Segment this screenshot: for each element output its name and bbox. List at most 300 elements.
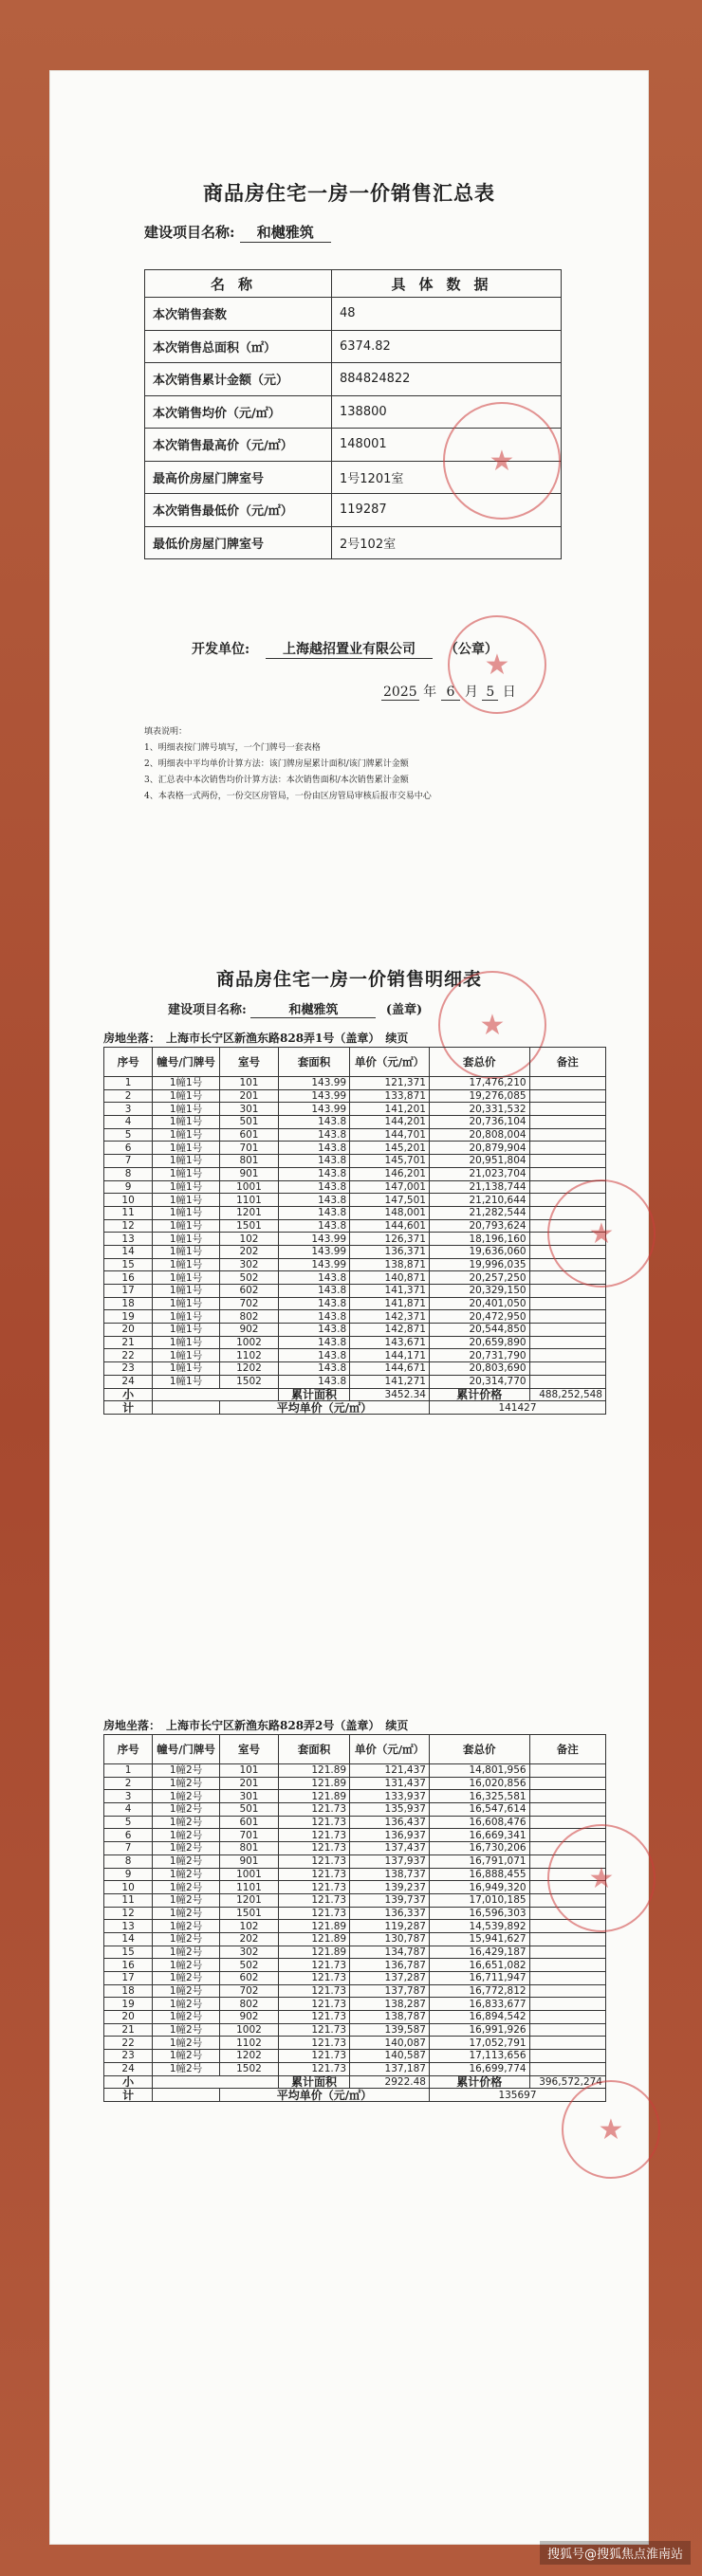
detail-cell: 1幢1号 — [153, 1375, 220, 1388]
summary-row — [145, 330, 562, 363]
detail-row — [104, 2050, 606, 2063]
date-month: 6 — [441, 685, 461, 701]
detail-remark-cell — [529, 1998, 605, 2011]
detail-cell: 1幢1号 — [153, 1336, 220, 1349]
detail-cell: 121.89 — [279, 1764, 350, 1778]
detail-cell: 121.73 — [279, 2037, 350, 2050]
detail-row — [104, 1285, 606, 1298]
detail-cell: 133,937 — [350, 1790, 430, 1803]
detail-cell: 121.73 — [279, 1959, 350, 1972]
summary-row-label: 本次销售均价（元/㎡） — [145, 395, 332, 429]
detail-cell: 1幢1号 — [153, 1116, 220, 1129]
detail-cell: 901 — [219, 1167, 278, 1180]
summary-row-value: 2号102室 — [332, 526, 562, 559]
detail-cell: 1 — [104, 1077, 153, 1090]
detail-cell: 16,894,542 — [429, 2011, 529, 2024]
detail-cell: 802 — [219, 1998, 278, 2011]
detail-remark-cell — [529, 1324, 605, 1337]
detail-cell: 2 — [104, 1089, 153, 1103]
detail-cell: 20,329,150 — [429, 1285, 529, 1298]
detail-cell: 144,601 — [350, 1219, 430, 1233]
detail-cell: 1001 — [219, 1868, 278, 1881]
detail-row — [104, 1375, 606, 1388]
detail-cell: 1幢1号 — [153, 1297, 220, 1310]
detail-cell: 1幢1号 — [153, 1233, 220, 1246]
detail-cell: 20,951,804 — [429, 1155, 529, 1168]
note-line: 1、明细表按门牌号填写，一个门牌号一套表格 — [144, 743, 321, 753]
detail-remark-cell — [529, 1128, 605, 1142]
detail-cell: 143.99 — [279, 1103, 350, 1116]
detail-remark-cell — [529, 1336, 605, 1349]
detail-cell: 17,476,210 — [429, 1077, 529, 1090]
detail-row — [104, 1932, 606, 1946]
detail-header-row — [104, 1048, 606, 1077]
detail-cell: 10 — [104, 1881, 153, 1894]
detail-cell: 143.99 — [279, 1077, 350, 1090]
date-year: 2025 — [383, 685, 417, 700]
detail-cell: 143.8 — [279, 1349, 350, 1362]
average-row — [104, 1401, 606, 1415]
detail-cell: 502 — [219, 1271, 278, 1285]
detail-remark-cell — [529, 1310, 605, 1324]
price-total-value: 396,572,274 — [529, 2075, 605, 2089]
detail-cell: 137,287 — [350, 1972, 430, 1985]
detail-cell: 121.89 — [279, 1777, 350, 1790]
average-price-label: 平均单价（元/㎡） — [219, 1401, 429, 1415]
area-total-value: 2922.48 — [350, 2075, 430, 2089]
detail-cell: 138,787 — [350, 2011, 430, 2024]
detail-cell: 14,801,956 — [429, 1764, 529, 1778]
price-total-value: 488,252,548 — [529, 1388, 605, 1401]
detail-cell: 1幢2号 — [153, 1972, 220, 1985]
detail-row — [104, 1881, 606, 1894]
detail-cell: 19,276,085 — [429, 1089, 529, 1103]
detail-cell: 121,437 — [350, 1764, 430, 1778]
detail-column-header: 备注 — [529, 1048, 605, 1077]
summary-row — [145, 298, 562, 331]
detail-cell: 144,701 — [350, 1128, 430, 1142]
detail-cell: 1201 — [219, 1206, 278, 1219]
subtotal-row — [104, 2075, 606, 2089]
detail-row — [104, 1907, 606, 1920]
detail-cell: 143.8 — [279, 1155, 350, 1168]
detail-row — [104, 1777, 606, 1790]
detail-column-header: 套总价 — [429, 1735, 529, 1764]
detail-row — [104, 1959, 606, 1972]
detail-row — [104, 1142, 606, 1155]
date-day-unit: 日 — [502, 685, 516, 700]
official-seal-stamp: ★ — [443, 402, 561, 520]
detail-remark-cell — [529, 1790, 605, 1803]
detail-cell: 133,871 — [350, 1089, 430, 1103]
detail-cell: 144,671 — [350, 1362, 430, 1376]
detail-cell: 20,879,904 — [429, 1142, 529, 1155]
detail-cell: 7 — [104, 1842, 153, 1855]
detail-row — [104, 1194, 606, 1207]
detail-cell: 121.89 — [279, 1920, 350, 1933]
detail-cell: 801 — [219, 1155, 278, 1168]
detail-row — [104, 2037, 606, 2050]
summary-row-value: 6374.82 — [332, 330, 562, 363]
section-1-address: 房地坐落： 上海市长宁区新渔东路828弄1号（盖章） 续页 — [103, 1032, 409, 1045]
detail-cell: 1幢2号 — [153, 2023, 220, 2037]
detail-cell: 4 — [104, 1116, 153, 1129]
detail-cell: 121.73 — [279, 2062, 350, 2075]
summary-row-label: 本次销售套数 — [145, 298, 332, 331]
detail-cell: 1幢1号 — [153, 1142, 220, 1155]
detail-cell: 121.73 — [279, 2050, 350, 2063]
detail-cell: 14,539,892 — [429, 1920, 529, 1933]
detail-cell: 3 — [104, 1790, 153, 1803]
signature-date — [381, 682, 516, 701]
summary-row-label: 本次销售最低价（元/㎡） — [145, 494, 332, 527]
summary-row-label: 本次销售最高价（元/㎡） — [145, 429, 332, 462]
detail-cell: 137,937 — [350, 1854, 430, 1868]
detail-cell: 11 — [104, 1893, 153, 1907]
detail-remark-cell — [529, 1077, 605, 1090]
detail-remark-cell — [529, 2037, 605, 2050]
detail-table-1 — [103, 1047, 606, 1415]
detail-cell: 1 — [104, 1764, 153, 1778]
summary-title: 商品房住宅一房一价销售汇总表 — [203, 181, 495, 205]
detail-cell: 1幢1号 — [153, 1258, 220, 1271]
detail-cell: 15,941,627 — [429, 1932, 529, 1946]
detail-cell: 23 — [104, 2050, 153, 2063]
average-price-value: 135697 — [429, 2089, 605, 2102]
detail-seal-stamp: ★ — [438, 971, 546, 1079]
detail-remark-cell — [529, 1932, 605, 1946]
detail-remark-cell — [529, 1777, 605, 1790]
document-sheet — [49, 70, 649, 2545]
detail-cell: 1幢1号 — [153, 1128, 220, 1142]
detail-cell: 121.73 — [279, 2023, 350, 2037]
detail-row — [104, 2011, 606, 2024]
detail-cell: 20,331,532 — [429, 1103, 529, 1116]
detail-cell: 602 — [219, 1285, 278, 1298]
detail-cell: 121.73 — [279, 2011, 350, 2024]
detail-column-header: 单价（元/㎡） — [350, 1048, 430, 1077]
detail-cell: 1幢2号 — [153, 1854, 220, 1868]
detail-row — [104, 1920, 606, 1933]
detail-cell: 139,237 — [350, 1881, 430, 1894]
detail-cell: 1幢2号 — [153, 2011, 220, 2024]
detail-column-header: 套面积 — [279, 1048, 350, 1077]
detail-cell: 1002 — [219, 2023, 278, 2037]
detail-cell: 1幢2号 — [153, 1829, 220, 1842]
detail-cell: 302 — [219, 1258, 278, 1271]
detail-cell: 1幢2号 — [153, 2050, 220, 2063]
detail-cell: 18 — [104, 1984, 153, 1998]
detail-cell: 16,020,856 — [429, 1777, 529, 1790]
detail-remark-cell — [529, 1167, 605, 1180]
detail-cell: 16,791,071 — [429, 1854, 529, 1868]
note-line: 4、本表格一式两份，一份交区房管局，一份由区房管局审核后报市交易中心 — [144, 792, 432, 801]
detail-row — [104, 1790, 606, 1803]
detail-cell: 141,871 — [350, 1297, 430, 1310]
summary-row-value: 48 — [332, 298, 562, 331]
detail-cell: 15 — [104, 1258, 153, 1271]
detail-cell: 1幢1号 — [153, 1180, 220, 1194]
detail-cell: 1幢2号 — [153, 1803, 220, 1817]
detail-row — [104, 1128, 606, 1142]
detail-cell: 21,138,744 — [429, 1180, 529, 1194]
date-year-unit: 年 — [423, 685, 437, 700]
detail-cell: 121.73 — [279, 1803, 350, 1817]
detail-row — [104, 1349, 606, 1362]
detail-column-header: 套面积 — [279, 1735, 350, 1764]
detail-cell: 17,113,656 — [429, 2050, 529, 2063]
detail-cell: 1001 — [219, 1180, 278, 1194]
detail-row — [104, 1245, 606, 1258]
summary-project-label: 建设项目名称: — [144, 224, 235, 241]
detail-cell: 101 — [219, 1764, 278, 1778]
detail-cell: 146,201 — [350, 1167, 430, 1180]
detail-seal-note: (盖章) — [385, 1003, 423, 1017]
detail-cell: 20,736,104 — [429, 1116, 529, 1129]
developer-name: 上海越招置业有限公司 — [266, 639, 433, 659]
detail-row — [104, 1946, 606, 1959]
detail-remark-cell — [529, 1984, 605, 1998]
detail-cell: 601 — [219, 1816, 278, 1829]
detail-cell: 16,833,677 — [429, 1998, 529, 2011]
detail-cell: 1幢1号 — [153, 1285, 220, 1298]
detail-cell: 1501 — [219, 1907, 278, 1920]
detail-cell: 20,257,250 — [429, 1271, 529, 1285]
detail-cell: 16,651,082 — [429, 1959, 529, 1972]
detail-column-header: 室号 — [219, 1048, 278, 1077]
detail-remark-cell — [529, 1349, 605, 1362]
detail-cell: 901 — [219, 1854, 278, 1868]
detail-cell: 119,287 — [350, 1920, 430, 1933]
detail-row — [104, 1297, 606, 1310]
detail-cell: 702 — [219, 1984, 278, 1998]
detail-row — [104, 1984, 606, 1998]
summary-row-value: 138800 — [332, 395, 562, 429]
detail-cell: 1幢1号 — [153, 1245, 220, 1258]
detail-cell: 143.8 — [279, 1167, 350, 1180]
detail-row — [104, 1803, 606, 1817]
developer-seal-note: （公章） — [444, 642, 498, 657]
detail-cell: 1幢2号 — [153, 1984, 220, 1998]
detail-cell: 801 — [219, 1842, 278, 1855]
detail-cell: 136,437 — [350, 1816, 430, 1829]
detail-cell: 16,596,303 — [429, 1907, 529, 1920]
detail-project-line — [168, 999, 422, 1018]
detail-cell: 11 — [104, 1206, 153, 1219]
detail-cell: 701 — [219, 1829, 278, 1842]
detail-cell: 143.8 — [279, 1336, 350, 1349]
detail-header-row — [104, 1735, 606, 1764]
detail-cell: 20,401,050 — [429, 1297, 529, 1310]
detail-cell: 148,001 — [350, 1206, 430, 1219]
detail-cell: 902 — [219, 1324, 278, 1337]
detail-cell: 1幢2号 — [153, 1881, 220, 1894]
detail-cell: 1幢2号 — [153, 1868, 220, 1881]
detail-cell: 143.99 — [279, 1258, 350, 1271]
detail-column-header: 幢号/门牌号 — [153, 1048, 220, 1077]
detail-cell: 121.73 — [279, 1972, 350, 1985]
detail-cell: 143.8 — [279, 1375, 350, 1388]
summary-row-label: 最高价房屋门牌室号 — [145, 461, 332, 494]
detail-cell: 502 — [219, 1959, 278, 1972]
summary-project-name: 和樾雅筑 — [240, 222, 331, 243]
detail-cell: 147,501 — [350, 1194, 430, 1207]
summary-header-data: 具体数据 — [332, 270, 562, 298]
detail-cell: 143.8 — [279, 1194, 350, 1207]
detail-cell: 1202 — [219, 1362, 278, 1376]
detail-cell: 145,201 — [350, 1142, 430, 1155]
detail-cell: 20,472,950 — [429, 1310, 529, 1324]
detail-cell: 1幢2号 — [153, 2062, 220, 2075]
watermark-text: 搜狐号@搜狐焦点淮南站 — [540, 2541, 691, 2565]
detail-cell: 19,996,035 — [429, 1258, 529, 1271]
detail-remark-cell — [529, 1155, 605, 1168]
detail-project-label: 建设项目名称: — [168, 1003, 247, 1017]
detail-cell: 5 — [104, 1816, 153, 1829]
detail-cell: 126,371 — [350, 1233, 430, 1246]
detail-row — [104, 1816, 606, 1829]
average-price-label: 平均单价（元/㎡） — [219, 2089, 429, 2102]
detail-cell: 1502 — [219, 2062, 278, 2075]
detail-row — [104, 1868, 606, 1881]
detail-cell: 144,171 — [350, 1349, 430, 1362]
detail-cell: 301 — [219, 1103, 278, 1116]
detail-row — [104, 1854, 606, 1868]
detail-cell: 1102 — [219, 1349, 278, 1362]
detail-cell: 121.73 — [279, 1881, 350, 1894]
detail-cell: 136,787 — [350, 1959, 430, 1972]
detail-cell: 102 — [219, 1920, 278, 1933]
detail-row — [104, 1206, 606, 1219]
detail-row — [104, 1310, 606, 1324]
detail-cell: 145,701 — [350, 1155, 430, 1168]
detail-column-header: 单价（元/㎡） — [350, 1735, 430, 1764]
detail-row — [104, 1103, 606, 1116]
note-line: 3、汇总表中本次销售均价计算方法：本次销售面积/本次销售累计金额 — [144, 776, 409, 785]
summary-row-value: 148001 — [332, 429, 562, 462]
detail-cell: 17,052,791 — [429, 2037, 529, 2050]
detail-row — [104, 1258, 606, 1271]
summary-row-label: 本次销售累计金额（元） — [145, 363, 332, 396]
detail-title: 商品房住宅一房一价销售明细表 — [215, 969, 482, 990]
detail-column-header: 序号 — [104, 1048, 153, 1077]
detail-row — [104, 1167, 606, 1180]
detail-cell: 1幢1号 — [153, 1077, 220, 1090]
detail-cell: 1102 — [219, 2037, 278, 2050]
detail-cell: 6 — [104, 1829, 153, 1842]
detail-cell: 1幢1号 — [153, 1324, 220, 1337]
detail-cell: 1幢2号 — [153, 1816, 220, 1829]
detail-cell: 1502 — [219, 1375, 278, 1388]
detail-cell: 9 — [104, 1868, 153, 1881]
detail-cell: 16 — [104, 1959, 153, 1972]
detail-cell: 19 — [104, 1998, 153, 2011]
summary-row-value: 119287 — [332, 494, 562, 527]
detail-row — [104, 1998, 606, 2011]
detail-cell: 602 — [219, 1972, 278, 1985]
detail-remark-cell — [529, 1089, 605, 1103]
detail-row — [104, 1116, 606, 1129]
detail-cell: 130,787 — [350, 1932, 430, 1946]
detail-cell: 138,737 — [350, 1868, 430, 1881]
detail-column-header: 备注 — [529, 1735, 605, 1764]
detail-cell: 8 — [104, 1167, 153, 1180]
detail-side-seal-2: ★ — [547, 1824, 656, 1932]
note-line: 填表说明： — [144, 727, 188, 737]
detail-cell: 121.73 — [279, 1907, 350, 1920]
detail-cell: 9 — [104, 1180, 153, 1194]
price-total-label: 累计价格 — [429, 2075, 529, 2089]
detail-cell: 1幢1号 — [153, 1155, 220, 1168]
detail-cell: 3 — [104, 1103, 153, 1116]
empty-cell — [153, 2075, 279, 2089]
detail-cell: 20,731,790 — [429, 1349, 529, 1362]
detail-cell: 23 — [104, 1362, 153, 1376]
detail-cell: 902 — [219, 2011, 278, 2024]
detail-cell: 140,871 — [350, 1271, 430, 1285]
area-total-label: 累计面积 — [279, 1388, 350, 1401]
summary-row-label: 最低价房屋门牌室号 — [145, 526, 332, 559]
detail-cell: 143.8 — [279, 1219, 350, 1233]
detail-cell: 136,371 — [350, 1245, 430, 1258]
detail-cell: 1幢2号 — [153, 1998, 220, 2011]
detail-row — [104, 1336, 606, 1349]
detail-cell: 1002 — [219, 1336, 278, 1349]
detail-cell: 1101 — [219, 1194, 278, 1207]
detail-remark-cell — [529, 1142, 605, 1155]
detail-cell: 21 — [104, 1336, 153, 1349]
detail-cell: 20,544,850 — [429, 1324, 529, 1337]
detail-cell: 144,201 — [350, 1116, 430, 1129]
subtotal-label-1: 小 — [104, 2075, 153, 2089]
detail-side-seal-3: ★ — [562, 2080, 660, 2179]
detail-cell: 101 — [219, 1077, 278, 1090]
area-total-value: 3452.34 — [350, 1388, 430, 1401]
detail-cell: 19,636,060 — [429, 1245, 529, 1258]
detail-cell: 601 — [219, 1128, 278, 1142]
average-row — [104, 2089, 606, 2102]
detail-cell: 1幢2号 — [153, 1932, 220, 1946]
detail-cell: 5 — [104, 1128, 153, 1142]
developer-label: 开发单位: — [192, 642, 250, 657]
detail-cell: 20,808,004 — [429, 1128, 529, 1142]
detail-cell: 147,001 — [350, 1180, 430, 1194]
detail-cell: 13 — [104, 1920, 153, 1933]
detail-cell: 137,787 — [350, 1984, 430, 1998]
detail-cell: 21,210,644 — [429, 1194, 529, 1207]
detail-cell: 1幢1号 — [153, 1167, 220, 1180]
detail-cell: 1幢2号 — [153, 1946, 220, 1959]
detail-cell: 15 — [104, 1946, 153, 1959]
detail-cell: 143.8 — [279, 1362, 350, 1376]
detail-cell: 143.8 — [279, 1310, 350, 1324]
detail-cell: 1幢1号 — [153, 1310, 220, 1324]
detail-cell: 18 — [104, 1297, 153, 1310]
detail-remark-cell — [529, 1375, 605, 1388]
subtotal-row — [104, 1388, 606, 1401]
detail-cell: 24 — [104, 1375, 153, 1388]
detail-cell: 142,371 — [350, 1310, 430, 1324]
detail-cell: 22 — [104, 2037, 153, 2050]
summary-row-value: 1号1201室 — [332, 461, 562, 494]
detail-cell: 121.73 — [279, 1984, 350, 1998]
detail-cell: 1幢2号 — [153, 1893, 220, 1907]
detail-cell: 121.73 — [279, 1842, 350, 1855]
developer-seal-stamp: ★ — [448, 615, 546, 714]
detail-cell: 1101 — [219, 1881, 278, 1894]
date-month-unit: 月 — [464, 685, 478, 700]
detail-cell: 143.8 — [279, 1128, 350, 1142]
